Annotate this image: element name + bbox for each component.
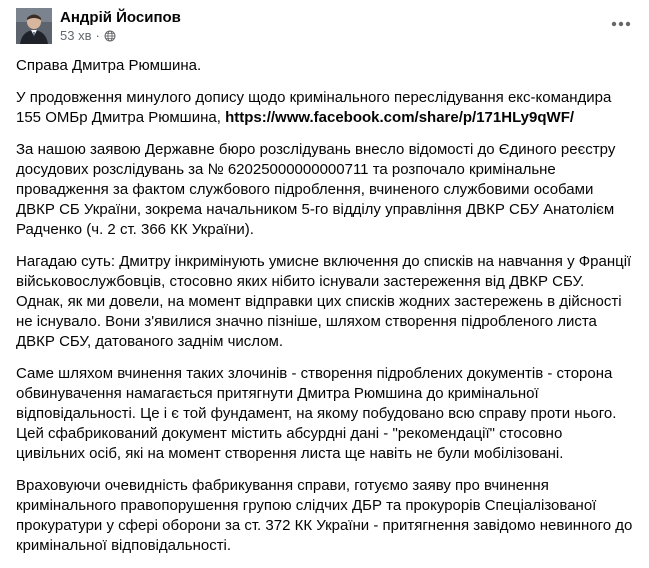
paragraph-3: За нашою заявою Державне бюро розслідувань внесло відомості до Єдиного реєстру досудових розслідувань за № 62025000000000711 та розпочало кримінальне провадження за фактом службового підроблення, вчиненого службовими особами ДВКР СБ України, зокрема начальником 5-го відділу управління ДВКР СБУ Анатолієм Радченко (ч. 2 ст. 366 КК України). [16, 141, 616, 238]
avatar-image [16, 8, 52, 44]
post-body [16, 56, 634, 568]
paragraph-2-text: У продовження минулого допису щодо кримінального переслідування екс-командира 155 ОМБр Дмитра Рюмшина, [16, 89, 612, 126]
globe-icon [104, 30, 116, 42]
post-meta [60, 9, 181, 44]
more-options-button[interactable] [609, 12, 633, 36]
paragraph-2 [16, 88, 634, 128]
post-header [16, 8, 181, 44]
share-link[interactable]: https://www.facebook.com/share/p/171HLy9qWF/ [225, 109, 575, 126]
separator-dot: · [95, 27, 100, 43]
post-subline [60, 28, 181, 44]
paragraph-6: Враховуючи очевидність фабрикування справи, готуємо заяву про вчинення кримінального правопорушення групою слідчих ДБР та прокурорів Спеціалізованої прокуратури у сфері оборони за ст. 372 КК України - притягнення завідомо невинного до кримінальної відповідальності. [16, 477, 633, 554]
paragraph-1: Справа Дмитра Рюмшина. [16, 57, 202, 74]
paragraph-4: Нагадаю суть: Дмитру інкримінують умисне включення до списків на навчання у Франції військовослужбовців, стосовно яких нібито існували застереження від ДВКР СБУ. Однак, як ми довели, на момент відправки цих списків жодних застережень в дійсності не існувало. Вони з'явилися значно пізніше, шляхом створення підробленого листа ДВКР СБУ, датованого заднім числом. [16, 253, 632, 350]
author-name[interactable]: Андрій Йосипов [60, 8, 181, 26]
avatar[interactable] [16, 8, 52, 44]
post-time[interactable]: 53 хв [60, 27, 92, 43]
more-options-icon [611, 21, 631, 27]
paragraph-5: Саме шляхом вчинення таких злочинів - створення підроблених документів - сторона обвинувачення намагається притягнути Дмитра Рюмшина до кримінальної відповідальності. Це і є той фундамент, на якому побудовано всю справу проти нього. Цей сфабрикований документ містить абсурдні дані - "рекомендації" стосовно цивільних осіб, які на момент створення листа ще навіть не були мобілізовані. [16, 365, 617, 462]
